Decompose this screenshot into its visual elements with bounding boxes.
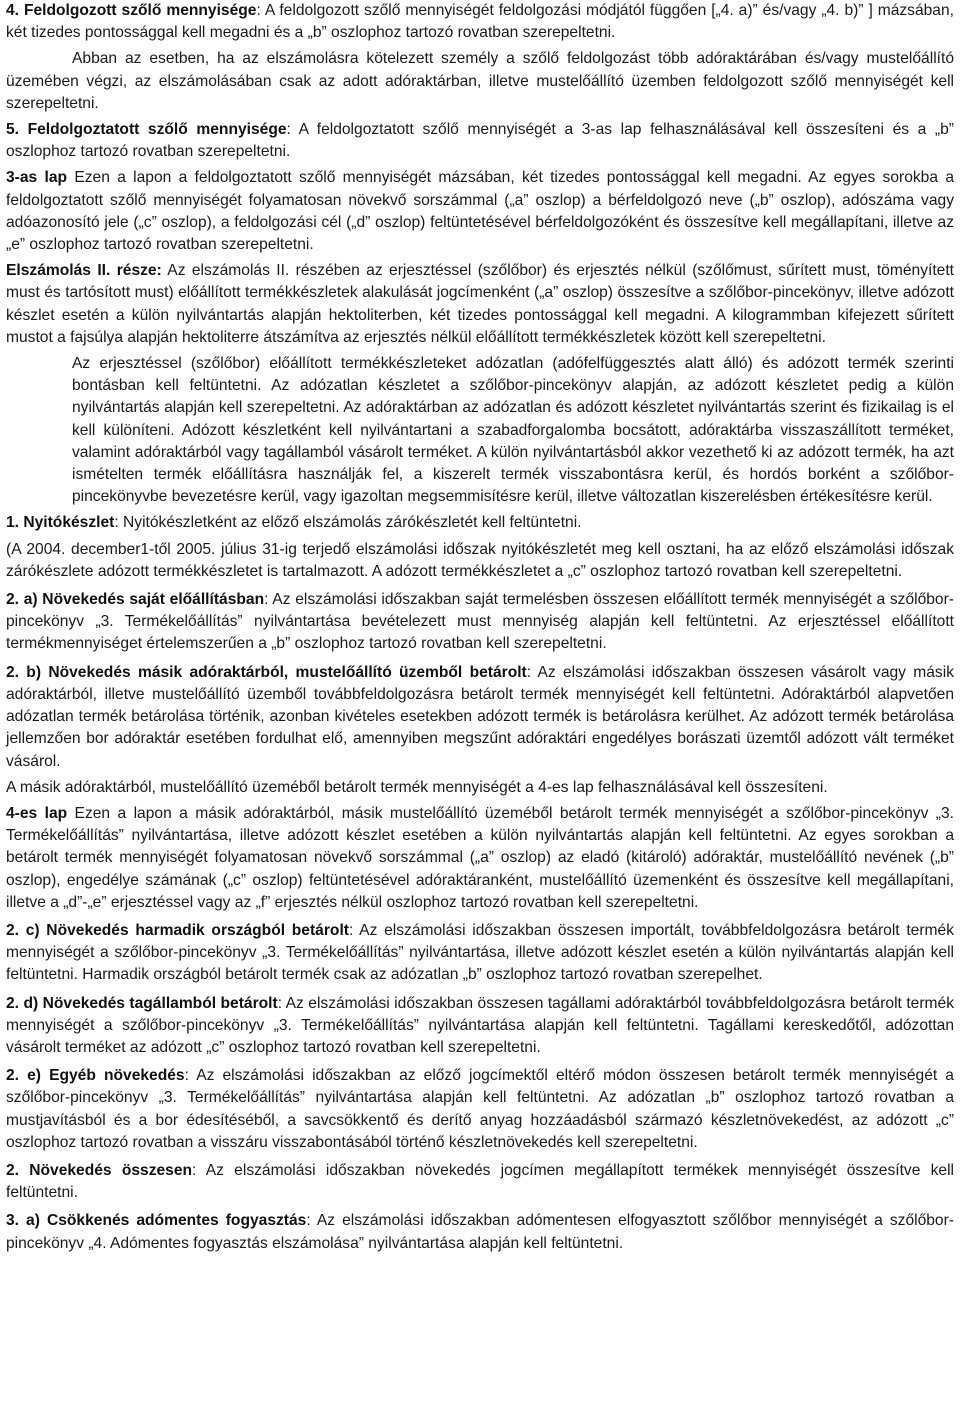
section-4-paragraph	[6, 0, 954, 44]
part-2-text: Az elszámolás II. részében az erjesztéssel (szőlőbor) és erjesztés nélkül (szőlőmust, sűrített must, töményített must és tartósított must) előállított termékkészletek alakulását jogcímenként („a” oszlop) összesítve a szőlőbor-pincekönyv, illetve adózott készlet esetén a külön nyilvántartás alapján hektoliterben, két tizedes pontossággal kell megadni. A kilogrammban kifejezett sűrített mustot a fajsúlya alapján hektoliterre átszámítva az erjesztés nélkül előállított termékkészletek között kell szerepeltetni.	[6, 262, 954, 346]
item-1-note-paragraph	[6, 539, 954, 583]
sheet-3-heading: 3-as lap	[6, 169, 68, 187]
item-2b-note-paragraph	[6, 777, 954, 799]
section-4-text: : A feldolgozott szőlő mennyiségét feldolgozási módjától függően [„4. a)” és/vagy „4. b)” ] mázsában, két tizedes pontossággal kell megadni és a „b” oszlophoz tartozó rovatban szerepeltetni.	[6, 2, 954, 42]
item-1-heading: 1. Nyitókészlet	[6, 514, 115, 532]
section-4-heading: 4. Feldolgozott szőlő mennyisége	[6, 2, 257, 19]
section-4-note-text: Abban az esetben, ha az elszámolásra kötelezett személy a szőlő feldolgozást több adóraktárában és/vagy mustelőállító üzemében végzi, az elszámolásában csak az adott adóraktárban, illetve mustelőállító üzemben feldolgozott szőlő mennyiségét kell szerepeltetni.	[6, 50, 954, 112]
part-2-paragraph	[6, 260, 954, 349]
item-2c-heading: 2. c) Növekedés harmadik országból betárolt	[6, 921, 349, 939]
item-3a-heading: 3. a) Csökkenés adómentes fogyasztás	[6, 1212, 307, 1230]
sheet-3-text: Ezen a lapon a feldolgoztatott szőlő mennyiségét mázsában, két tizedes pontossággal kell megadni. Az egyes sorokba a feldolgoztatott szőlő mennyiségét folyamatosan növekvő sorszámmal („a” oszlop) a bérfeldolgozó neve („b” oszlop), adószáma vagy adóazonosító jele („c” oszlop), a feldolgozási cél („d” oszlop) feltüntetésével bérfeldolgozóként és összesítve kell megállapítani, illetve az „e” oszlophoz tartozó rovatban szerepeltetni.	[6, 169, 954, 254]
section-4-note-paragraph	[6, 48, 954, 115]
item-2a-paragraph	[6, 589, 954, 656]
item-2-total-paragraph	[6, 1160, 954, 1204]
section-5-paragraph	[6, 119, 954, 163]
fermented-stock-paragraph	[6, 353, 954, 508]
item-2e-text: : Az elszámolási időszakban az előző jogcímektől eltérő módon összesen betárolt termék mennyiségét a szőlőbor-pincekönyv „3. Termékelőállítás” nyilvántartása alapján kell feltüntetni. Az adózatlan „b” oszlophoz tartozó rovatban a mustjavításból és a bor édesítéséből, a savcsökkentő és derítő anyag hozzáadásból származó készletnövekedést, az adózott „c” oszlophoz tartozó rovatban a visszáru visszabontásából történő készletnövekedés kell szerepeltetni.	[6, 1067, 954, 1151]
item-1-note-text: (A 2004. december1-től 2005. július 31-ig terjedő elszámolási időszak nyitókészletét meg kell osztani, ha az előző elszámolási időszak zárókészlete adózott termékkészletet is tartalmazott. A adózott termékkészletet a „c” oszlophoz tartozó rovatban kell szerepeltetni.	[6, 540, 954, 580]
item-1-text: : Nyitókészletként az előző elszámolás zárókészletét kell feltüntetni.	[114, 514, 582, 532]
item-2d-text: : Az elszámolási időszakban összesen tagállami adóraktárból továbbfeldolgozásra betárolt termék mennyiségét a szőlőbor-pincekönyv „3. Termékelőállítás” nyilvántartása alapján kell feltüntetni. Tagállami kereskedőtől, adózottan vásárolt terméket az adózott „c” oszlophoz tartozó rovatban kell szerepeltetni.	[6, 994, 954, 1056]
part-2-heading: Elszámolás II. része:	[6, 262, 162, 280]
item-3a-paragraph	[6, 1210, 954, 1254]
item-2a-heading: 2. a) Növekedés saját előállításban	[6, 591, 265, 609]
item-2a-text: : Az elszámolási időszakban saját termelésben összesen előállított termék mennyiségét a szőlőbor-pincekönyv „3. Termékelőállítás” nyilvántartása bevételezett must mennyiség alapján kell feltüntetni. Az erjesztéssel előállított termékmennyiséget értelemszerűen a „b” oszlophoz tartozó rovatban kell szerepeltetni.	[6, 591, 954, 653]
item-2b-paragraph	[6, 662, 954, 773]
item-2-total-text: : Az elszámolási időszakban növekedés jogcímen megállapított termékek mennyiségét összesítve kell feltüntetni.	[6, 1161, 955, 1202]
item-2b-note-text: A másik adóraktárból, mustelőállító üzeméből betárolt termék mennyiségét a 4-es lap felhasználásával kell összesíteni.	[6, 778, 828, 796]
fermented-stock-text: Az erjesztéssel (szőlőbor) előállított termékkészleteket adózatlan (adófelfüggesztés alatt álló) és adózott termék szerinti bontásban kell feltüntetni. Az adózatlan készletet a szőlőbor-pincekönyv alapján, az adózott készletet pedig a külön nyilvántartás alapján kell szerepeltetni. Az adóraktárban az adózatlan és adózott készletet nyilvántartás szerint és fizikailag is el kell különíteni. Adózott készletként kell nyilvántartani a szabadforgalomba bocsátott, adóraktárba visszaszállított terméket, valamint adóraktárból vagy tagállamból vásárolt terméket. A külön nyilvántartásból akkor vezethető ki az adózott termék, ha azt ismételten termék előállításra használják fel, a kiszerelt termék visszabontásra kerül, és hordós borként a szőlőbor-pincekönyvbe bevezetésre kerül, vagy igazoltan megsemmisítésre kerül, illetve változatlan kiszerelésben értékesítésre kerül.	[72, 355, 954, 506]
item-2e-paragraph	[6, 1065, 954, 1154]
sheet-4-heading: 4-es lap	[6, 804, 68, 822]
item-2b-text: : Az elszámolási időszakban összesen vásárolt vagy másik adóraktárból, illetve mustelőállító üzemből továbbfeldolgozásra betárolt termék mennyiségét kell feltüntetni. Adóraktárból alapvetően adózatlan termék betárolása történik, azonban kivételes esetekben adózott termék is betárolásra kerülhet. Az adózott termék betárolása jellemzően bor adóraktár esetében fordulhat elő, amennyiben megszűnt adóraktári engedélyes borászati üzemtől adózott vált terméket vásárol.	[6, 663, 954, 770]
sheet-3-paragraph	[6, 167, 954, 256]
item-2-total-heading: 2. Növekedés összesen	[6, 1161, 193, 1179]
item-2b-heading: 2. b) Növekedés másik adóraktárból, mustelőállító üzemből betárolt	[6, 663, 527, 681]
sheet-4-paragraph	[6, 803, 954, 914]
item-1-paragraph	[6, 512, 954, 534]
section-5-heading: 5. Feldolgoztatott szőlő mennyisége	[6, 121, 287, 139]
item-3a-text: : Az elszámolási időszakban adómentesen elfogyasztott szőlőbor mennyiségét a szőlőbor-pincekönyv „4. Adómentes fogyasztás elszámolása” nyilvántartása alapján kell feltüntetni.	[6, 1212, 954, 1252]
sheet-4-text: Ezen a lapon a másik adóraktárból, másik mustelőállító üzeméből betárolt termék mennyiségét a szőlőbor-pincekönyv „3. Termékelőállítás” nyilvántartása, illetve adózott készlet esetében a külön nyilvántartás alapján kell feltüntetni. Az egyes sorokban a betárolt termék mennyiségét folyamatosan növekvő sorszámmal („a” oszlop) az eladó (kitároló) adóraktár, mustelőállító nevének („b” oszlop), engedélye számának („c” oszlop) feltüntetésével adóraktáranként, mustelőállító üzemenként és összesítve kell megállapítani, illetve a „d”-„e” erjesztéssel vagy az „f” erjesztés nélkül oszlophoz tartozó rovatban kell szerepeltetni.	[6, 804, 955, 911]
item-2d-paragraph	[6, 993, 954, 1060]
item-2c-text: : Az elszámolási időszakban összesen importált, továbbfeldolgozásra betárolt termék mennyiségét a szőlőbor-pincekönyv „3. Termékelőállítás” nyilvántartása, illetve adózott készlet esetén a külön nyilvántartás alapján kell feltüntetni. Harmadik országból betárolt termék csak az adózatlan „b” oszlophoz tartozó rovatban szerepelhet.	[6, 921, 955, 984]
item-2e-heading: 2. e) Egyéb növekedés	[6, 1067, 185, 1085]
item-2c-paragraph	[6, 920, 954, 987]
item-2d-heading: 2. d) Növekedés tagállamból betárolt	[6, 994, 278, 1012]
section-5-text: : A feldolgoztatott szőlő mennyiségét a 3-as lap felhasználásával kell összesíteni és a „b” oszlophoz tartozó rovatban szerepeltetni.	[6, 121, 954, 161]
